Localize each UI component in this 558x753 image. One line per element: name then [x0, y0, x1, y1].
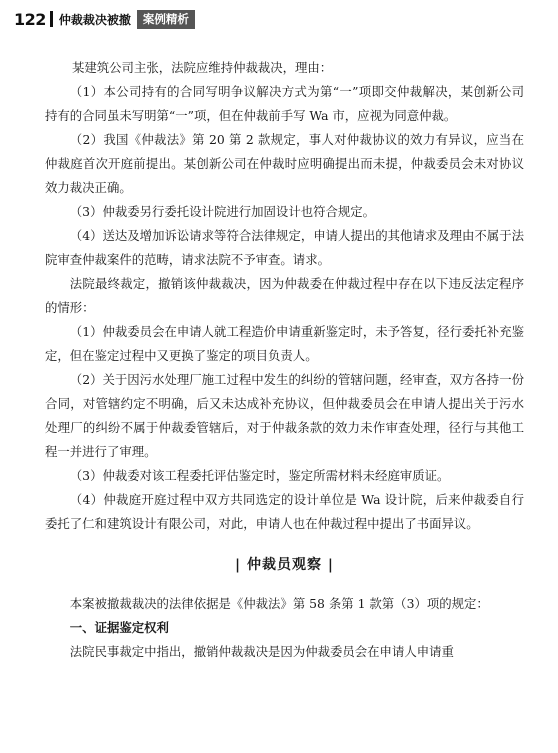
paragraph: 法院民事裁定中指出，撤销仲裁裁决是因为仲裁委员会在申请人申请重: [69, 644, 454, 659]
paragraph: （2）关于因污水处理厂施工过程中发生的纠纷的管辖问题，经审查，双方各持一份合同，对管辖约定不明确，后又未达成补充协议，但仲裁委员会在申请人提出关于污水处理厂的纠纷不属于仲裁委管辖后，对于仲裁条款的效力未作审查处理，径行与其他工程一并进行了审理。: [45, 372, 524, 459]
paragraph: （3）仲裁委对该工程委托评估鉴定时，鉴定所需材料未经庭审质证。: [69, 468, 450, 483]
paragraph: 某建筑公司主张，法院应维持仲裁裁决，理由：: [72, 60, 333, 75]
page-header: [14, 8, 195, 30]
sub-heading: 一、证据鉴定权利: [69, 620, 169, 635]
paragraph: （1）仲裁委员会在申请人就工程造价申请重新鉴定时，未予答复，径行委托补充鉴定，但在鉴定过程中又更换了鉴定的项目负责人。: [45, 324, 524, 363]
paragraph: （3）仲裁委另行委托设计院进行加固设计也符合规定。: [69, 204, 376, 219]
paragraph: （2）我国《仲裁法》第 20 第 2 款规定，事人对仲裁协议的效力有异议，应当在仲裁庭首次开庭前提出。某创新公司在仲裁时应明确提出而未提，仲裁委员会未对协议效力裁决正确。: [45, 132, 524, 195]
section-badge: 案例精析: [137, 10, 195, 29]
section-title: | 仲裁员观察 |: [235, 557, 334, 573]
paragraph: 法院最终裁定，撤销该仲裁裁决，因为仲裁委在仲裁过程中存在以下违反法定程序的情形：: [45, 276, 524, 315]
page-body: [45, 56, 524, 664]
paragraph: （1）本公司持有的合同写明争议解决方式为第“一”项即交仲裁解决，某创新公司持有的合同虽未写明第“一”项，但在仲裁前手写 Wa 市，应视为同意仲裁。: [45, 84, 524, 123]
page-number: 122: [14, 9, 46, 29]
header-divider: [50, 11, 53, 27]
paragraph: （4）送达及增加诉讼请求等符合法律规定，申请人提出的其他请求及理由不属于法院审查仲裁案件的范畴，请求法院不予审查。请求。: [45, 228, 524, 267]
book-title: 仲裁裁决被撤: [58, 12, 131, 27]
paragraph: （4）仲裁庭开庭过程中双方共同选定的设计单位是 Wa 设计院，后来仲裁委自行委托了仁和建筑设计有限公司，对此，申请人也在仲裁过程中提出了书面异议。: [45, 492, 524, 531]
observation-paragraph: 本案被撤裁裁决的法律依据是《仲裁法》第 58 条第 1 款第（3）项的规定：: [69, 596, 489, 611]
